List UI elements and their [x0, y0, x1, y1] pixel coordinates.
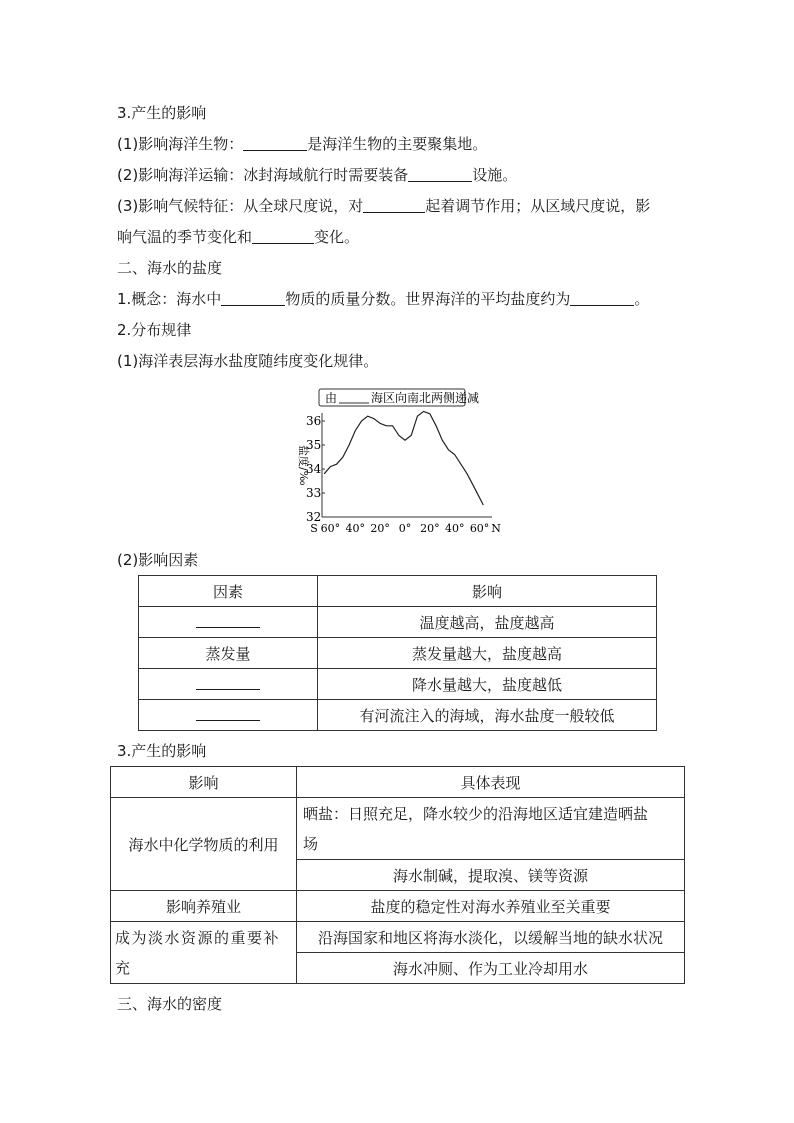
effect-category: 海水中化学物质的利用: [111, 798, 297, 891]
y-tick-label: 34: [306, 462, 322, 476]
fill-blank[interactable]: [196, 613, 260, 628]
effect-detail: 海水制碱，提取溴、镁等资源: [297, 860, 685, 891]
section-heading: 3.产生的影响: [117, 104, 207, 122]
factor-cell[interactable]: [139, 607, 318, 638]
x-tick-label: N: [491, 522, 501, 535]
text: 。: [634, 290, 650, 308]
table-header: 因素: [139, 576, 318, 607]
factor-cell[interactable]: [139, 700, 318, 731]
effect-shipping: [117, 165, 517, 185]
fill-blank[interactable]: [408, 166, 472, 182]
section-heading: 二、海水的盐度: [117, 259, 223, 277]
text: (3)影响气候特征：从全球尺度说，对: [117, 197, 364, 215]
x-tick-label: S: [310, 522, 318, 535]
concept-line: [117, 289, 649, 309]
effect-detail: [297, 798, 685, 860]
factors-table: [138, 575, 657, 731]
fill-blank[interactable]: [196, 706, 260, 721]
fill-blank[interactable]: [363, 197, 425, 213]
salinity-line: [324, 411, 483, 505]
text: 起着调节作用；从区域尺度说，影: [425, 197, 651, 215]
text: 设施。: [472, 166, 518, 184]
salinity-chart: [296, 385, 516, 535]
x-tick-label: 40°: [444, 522, 465, 535]
effect-detail: 盐度的稳定性对海水养殖业至关重要: [297, 891, 685, 922]
factor-cell: 蒸发量: [139, 638, 318, 669]
subsection-heading: 2.分布规律: [117, 321, 192, 339]
subsection-text: (1)海洋表层海水盐度随纬度变化规律。: [117, 352, 379, 370]
x-tick-label: 20°: [370, 522, 390, 535]
fill-blank[interactable]: [221, 290, 285, 306]
effect-category: [111, 922, 297, 984]
y-axis-label: 盐度/‰: [297, 445, 310, 486]
y-tick-label: 32: [306, 510, 322, 524]
text: 场: [303, 834, 319, 853]
effects-table: [110, 766, 685, 984]
table-header: 影响: [111, 767, 297, 798]
table-header: 具体表现: [297, 767, 685, 798]
text: 是海洋生物的主要聚集地。: [307, 135, 488, 153]
text: (2)影响海洋运输：冰封海域航行时需要装备: [117, 166, 409, 184]
fill-blank[interactable]: [243, 135, 307, 151]
text: 物质的质量分数。世界海洋的平均盐度约为: [285, 290, 571, 308]
fill-blank[interactable]: [570, 290, 634, 306]
y-tick-label: 33: [306, 486, 322, 500]
factor-cell[interactable]: [139, 669, 318, 700]
subsection-text: (2)影响因素: [117, 551, 199, 569]
text: 变化。: [314, 228, 360, 246]
text: (1)影响海洋生物：: [117, 135, 244, 153]
effect-climate-line1: [117, 196, 650, 216]
x-tick-label: 0°: [398, 522, 412, 535]
x-tick-label: 60°: [469, 522, 490, 535]
fill-blank[interactable]: [252, 228, 314, 244]
y-tick-label: 36: [306, 414, 322, 428]
table-header: 影响: [318, 576, 657, 607]
text: 响气温的季节变化和: [117, 228, 253, 246]
x-tick-label: 40°: [345, 522, 366, 535]
effect-cell: 降水量越大，盐度越低: [318, 669, 657, 700]
section-heading: 三、海水的密度: [117, 995, 223, 1013]
text: 成为淡水资源的重要补: [115, 928, 281, 947]
chart-annotation-prefix: 由: [325, 391, 338, 405]
effect-cell: 蒸发量越大，盐度越高: [318, 638, 657, 669]
effect-marine-life: [117, 134, 487, 154]
x-tick-label: 60°: [320, 522, 341, 535]
x-tick-label: 20°: [420, 522, 440, 535]
fill-blank[interactable]: [196, 675, 260, 690]
text: 充: [115, 958, 131, 977]
text: 1.概念：海水中: [117, 290, 222, 308]
text: 晒盐：日照充足，降水较少的沿海地区适宜建造晒盐: [303, 804, 649, 823]
section-heading: 3.产生的影响: [117, 742, 207, 760]
y-tick-label: 35: [306, 438, 322, 452]
effect-detail: 沿海国家和地区将海水淡化，以缓解当地的缺水状况: [297, 922, 685, 953]
effect-climate-line2: [117, 227, 359, 247]
effect-cell: 温度越高，盐度越高: [318, 607, 657, 638]
effect-cell: 有河流注入的海域，海水盐度一般较低: [318, 700, 657, 731]
chart-annotation-suffix: 海区向南北两侧递减: [371, 391, 480, 405]
effect-detail: 海水冲厕、作为工业冷却用水: [297, 953, 685, 984]
effect-category: 影响养殖业: [111, 891, 297, 922]
